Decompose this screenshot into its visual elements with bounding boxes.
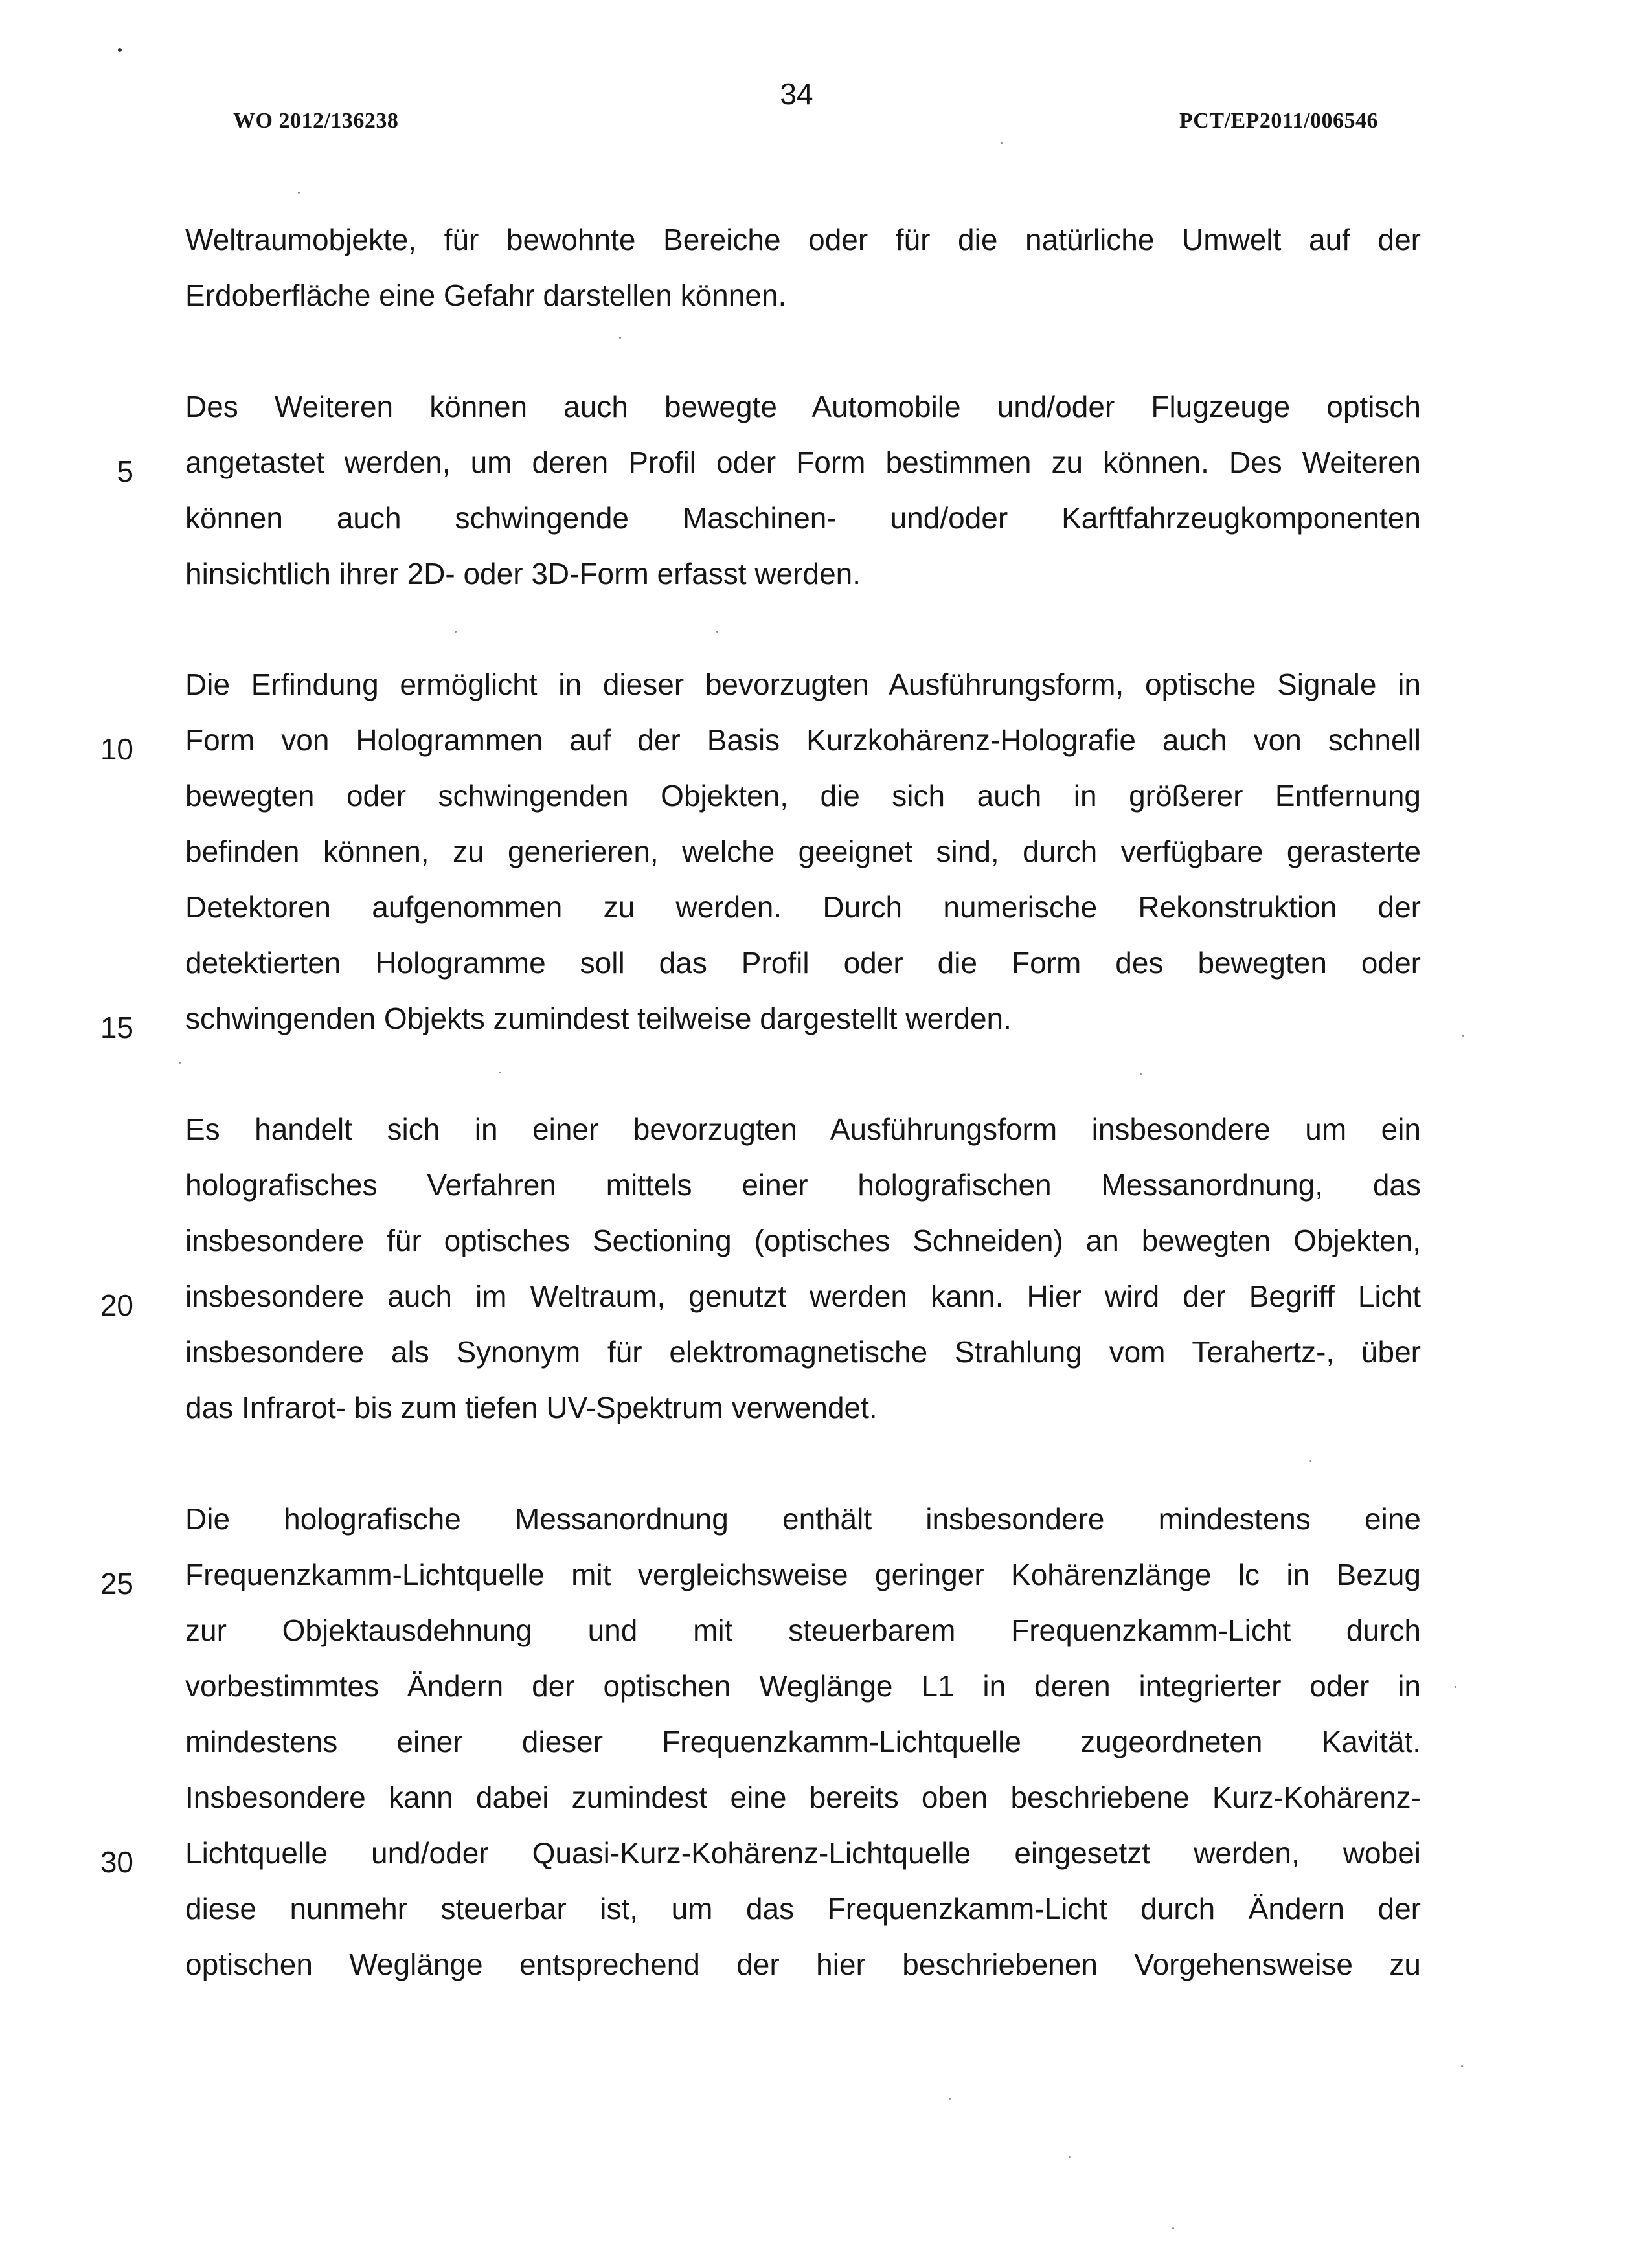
scan-speck [455, 631, 457, 633]
body-line: Die holografische Messanordnung enthält insbesondere mindestens eine [185, 1502, 1421, 1536]
body-line: optischen Weglänge entsprechend der hier beschriebenen Vorgehensweise zu [185, 1948, 1421, 1981]
line-number: 30 [100, 1845, 133, 1879]
body-line: können auch schwingende Maschinen- und/oder Karftfahrzeugkomponenten [185, 501, 1421, 535]
line-number: 5 [117, 455, 133, 488]
body-line: diese nunmehr steuerbar ist, um das Frequenzkamm-Licht durch Ändern der [185, 1892, 1421, 1926]
body-line: zur Objektausdehnung und mit steuerbarem Frequenzkamm-Licht durch [185, 1613, 1421, 1647]
scan-speck [619, 337, 621, 339]
body-line: schwingenden Objekts zumindest teilweise dargestellt werden. [185, 1002, 1012, 1035]
body-line: Lichtquelle und/oder Quasi-Kurz-Kohärenz-Lichtquelle eingesetzt werden, wobei [185, 1836, 1421, 1870]
page-number: 34 [780, 77, 813, 111]
body-line: das Infrarot- bis zum tiefen UV-Spektrum verwendet. [185, 1391, 878, 1424]
scan-speck [1069, 2156, 1071, 2158]
line-number: 10 [100, 732, 133, 766]
scan-speck [1140, 1073, 1142, 1075]
scan-speck [1461, 2065, 1463, 2067]
body-line: befinden können, zu generieren, welche geeignet sind, durch verfügbare gerasterte [185, 835, 1421, 868]
line-number: 20 [100, 1288, 133, 1322]
body-line: insbesondere als Synonym für elektromagnetische Strahlung vom Terahertz-, über [185, 1335, 1421, 1369]
body-line: Insbesondere kann dabei zumindest eine bereits oben beschriebene Kurz-Kohärenz- [185, 1780, 1421, 1814]
scan-speck [716, 631, 718, 633]
body-line: insbesondere für optisches Sectioning (optisches Schneiden) an bewegten Objekten, [185, 1224, 1421, 1257]
publication-number: WO 2012/136238 [233, 109, 399, 133]
body-line: Weltraumobjekte, für bewohnte Bereiche oder für die natürliche Umwelt auf der [185, 223, 1421, 256]
scan-speck [1455, 1686, 1456, 1688]
body-line: mindestens einer dieser Frequenzkamm-Lichtquelle zugeordneten Kavität. [185, 1725, 1421, 1758]
scan-speck [179, 1062, 181, 1064]
application-number: PCT/EP2011/006546 [1179, 109, 1378, 133]
body-line: insbesondere auch im Weltraum, genutzt werden kann. Hier wird der Begriff Licht [185, 1279, 1421, 1313]
scan-speck [1309, 1460, 1311, 1462]
scan-speck [1172, 2227, 1174, 2229]
body-line: hinsichtlich ihrer 2D- oder 3D-Form erfasst werden. [185, 557, 861, 590]
scan-speck [1462, 1035, 1464, 1037]
scan-speck [949, 2098, 951, 2100]
scan-speck [499, 1072, 501, 1073]
scan-speck [118, 48, 122, 52]
body-line: vorbestimmtes Ändern der optischen Weglänge L1 in deren integrierter oder in [185, 1669, 1421, 1703]
body-line: Form von Hologrammen auf der Basis Kurzkohärenz-Holografie auch von schnell [185, 723, 1421, 757]
body-line: holografisches Verfahren mittels einer holografischen Messanordnung, das [185, 1168, 1421, 1202]
scan-speck [1001, 142, 1003, 144]
body-line: Des Weiteren können auch bewegte Automobile und/oder Flugzeuge optisch [185, 390, 1421, 423]
body-line: Detektoren aufgenommen zu werden. Durch numerische Rekonstruktion der [185, 890, 1421, 924]
body-line: Frequenzkamm-Lichtquelle mit vergleichsweise geringer Kohärenzlänge lc in Bezug [185, 1558, 1421, 1591]
body-line: Erdoberfläche eine Gefahr darstellen können. [185, 278, 787, 312]
body-line: angetastet werden, um deren Profil oder Form bestimmen zu können. Des Weiteren [185, 445, 1421, 479]
line-number: 25 [100, 1567, 133, 1600]
body-line: detektierten Hologramme soll das Profil oder die Form des bewegten oder [185, 946, 1421, 980]
body-line: bewegten oder schwingenden Objekten, die sich auch in größerer Entfernung [185, 779, 1421, 813]
body-line: Die Erfindung ermöglicht in dieser bevorzugten Ausführungsform, optische Signale in [185, 668, 1421, 701]
line-number: 15 [100, 1011, 133, 1044]
scan-speck [298, 192, 300, 194]
body-line: Es handelt sich in einer bevorzugten Ausführungsform insbesondere um ein [185, 1112, 1421, 1146]
